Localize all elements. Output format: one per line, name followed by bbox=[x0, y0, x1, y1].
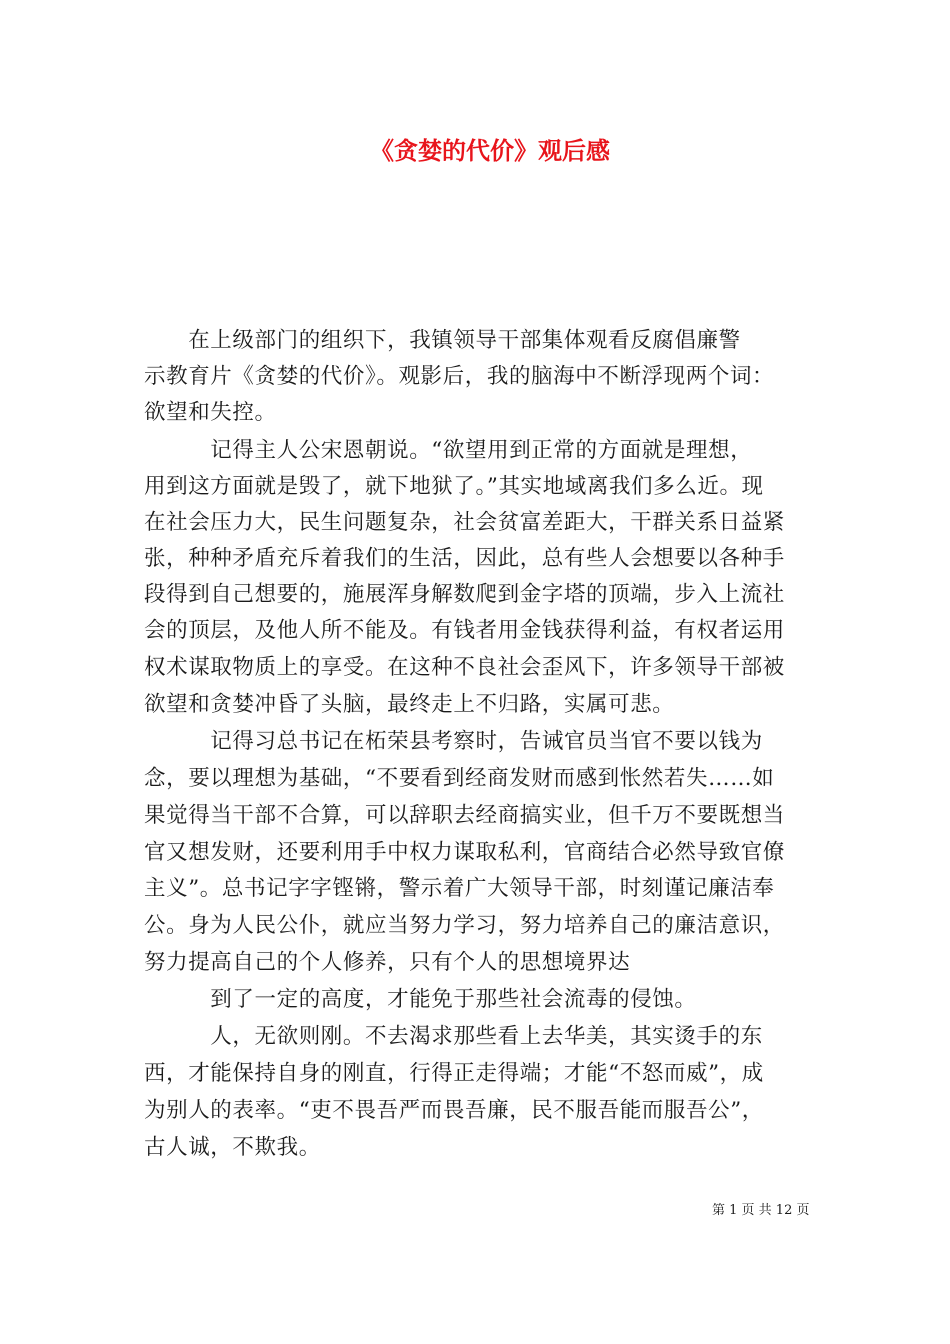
document-title: 《贪婪的代价》观后感 bbox=[370, 136, 610, 165]
body-line: 努力提高自己的个人修养，只有个人的思想境界达 bbox=[144, 950, 631, 975]
body-line: 欲望和贪婪冲昏了头脑，最终走上不归路，实属可悲。 bbox=[144, 692, 675, 717]
body-line: 人，无欲则刚。不去渴求那些看上去华美，其实烫手的东 bbox=[144, 1024, 763, 1049]
body-line: 古人诚，不欺我。 bbox=[144, 1135, 321, 1160]
body-line: 念，要以理想为基础，“不要看到经商发财而感到怅然若失……如 bbox=[144, 766, 775, 791]
body-line: 权术谋取物质上的享受。在这种不良社会歪风下，许多领导干部被 bbox=[144, 655, 785, 680]
body-line: 会的顶层，及他人所不能及。有钱者用金钱获得利益，有权者运用 bbox=[144, 618, 785, 643]
body-line: 在上级部门的组织下，我镇领导干部集体观看反腐倡廉警 bbox=[144, 328, 741, 353]
body-line: 到了一定的高度，才能免于那些社会流毒的侵蚀。 bbox=[144, 987, 697, 1012]
body-line: 记得习总书记在柘荣县考察时，告诫官员当官不要以钱为 bbox=[144, 729, 763, 754]
body-line: 果觉得当干部不合算，可以辞职去经商搞实业，但千万不要既想当 bbox=[144, 803, 785, 828]
body-line: 欲望和失控。 bbox=[144, 400, 277, 425]
body-line: 示教育片《贪婪的代价》。观影后，我的脑海中不断浮现两个词： bbox=[144, 364, 775, 389]
body-line: 公。身为人民公仆，就应当努力学习，努力培养自己的廉洁意识， bbox=[144, 913, 785, 938]
body-line: 西，才能保持自身的刚直，行得正走得端；才能“不怒而威”，成 bbox=[144, 1061, 764, 1086]
body-line: 张，种种矛盾充斥着我们的生活，因此，总有些人会想要以各种手 bbox=[144, 546, 785, 571]
body-line: 为别人的表率。“吏不畏吾严而畏吾廉，民不服吾能而服吾公”， bbox=[144, 1098, 764, 1123]
page-number-footer: 第 1 页 共 12 页 bbox=[712, 1203, 810, 1218]
body-line: 段得到自己想要的，施展浑身解数爬到金字塔的顶端，步入上流社 bbox=[144, 582, 785, 607]
body-line: 用到这方面就是毁了，就下地狱了。”其实地域离我们多么近。现 bbox=[144, 474, 764, 499]
body-line: 主义”。总书记字字铿锵，警示着广大领导干部，时刻谨记廉洁奉 bbox=[144, 876, 775, 901]
body-line: 官又想发财，还要利用手中权力谋取私利，官商结合必然导致官僚 bbox=[144, 840, 785, 865]
body-line: 记得主人公宋恩朝说。“欲望用到正常的方面就是理想， bbox=[144, 438, 753, 463]
body-line: 在社会压力大，民生问题复杂，社会贫富差距大，干群关系日益紧 bbox=[144, 510, 785, 535]
